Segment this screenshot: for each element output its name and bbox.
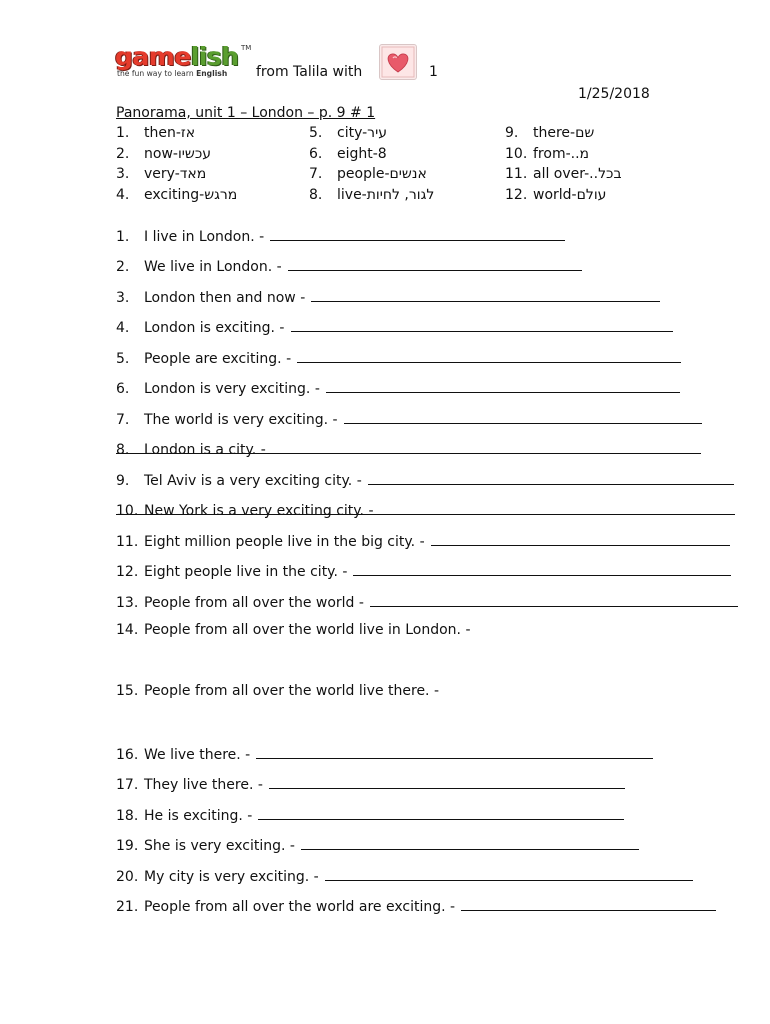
answer-line[interactable] — [368, 470, 734, 485]
sentence-number: 17. — [116, 777, 139, 793]
sentence-number: 18. — [116, 808, 139, 824]
sentence-text: She is very exciting. - — [144, 838, 295, 854]
sentence-text: London is very exciting. - — [144, 381, 320, 397]
logo-word-part2: lish — [190, 42, 239, 71]
vocab-item — [116, 125, 237, 146]
sentence-number: 12. — [116, 564, 139, 580]
sentence-number: 6. — [116, 381, 130, 397]
sentence-text: London is exciting. - — [144, 320, 285, 336]
vocab-column-2 — [309, 125, 434, 207]
logo-trademark: TM — [241, 44, 252, 52]
vocab-item — [505, 166, 622, 187]
sentence-item — [116, 805, 624, 824]
sentence-item — [116, 317, 673, 336]
vocab-number: 1. — [116, 125, 130, 141]
answer-line[interactable] — [116, 452, 701, 454]
sentence-text: I live in London. - — [144, 229, 265, 245]
sentence-text: Tel Aviv is a very exciting city. - — [144, 473, 362, 489]
sentence-text: People from all over the world are exciting. - — [144, 899, 456, 915]
sentence-item — [116, 835, 639, 854]
sentence-number: 14. — [116, 622, 139, 638]
vocab-item — [309, 125, 434, 146]
answer-line[interactable] — [301, 835, 639, 850]
sentence-text: He is exciting. - — [144, 808, 253, 824]
sentence-item — [116, 531, 730, 550]
sentence-text: Eight people live in the city. - — [144, 564, 348, 580]
answer-line[interactable] — [311, 287, 660, 302]
vocab-term: city-עיר — [337, 125, 387, 141]
sentence-item — [116, 866, 693, 885]
sentence-item — [116, 470, 734, 489]
vocab-number: 12. — [505, 186, 528, 203]
sentence-item — [116, 592, 738, 611]
sentence-number: 5. — [116, 351, 130, 367]
sentence-number: 15. — [116, 683, 139, 699]
vocab-number: 6. — [309, 145, 323, 162]
answer-line[interactable] — [461, 896, 716, 911]
sentence-text: People from all over the world live there. - — [144, 683, 440, 699]
logo-tagline — [117, 69, 227, 78]
sentence-item — [116, 683, 439, 699]
logo-word-part1: game — [115, 42, 191, 71]
sentence-text: People are exciting. - — [144, 351, 292, 367]
sentence-number: 13. — [116, 595, 139, 611]
sentence-text: People from all over the world live in London. - — [144, 622, 471, 638]
answer-line[interactable] — [344, 409, 702, 424]
sentence-item — [116, 226, 565, 245]
sentence-number: 9. — [116, 473, 130, 489]
sentence-text: We live in London. - — [144, 259, 282, 275]
vocab-term: then-אז — [144, 125, 196, 141]
vocab-term: very-מאד — [144, 166, 207, 182]
answer-line[interactable] — [116, 513, 681, 515]
answer-line[interactable] — [353, 561, 731, 576]
sentence-text: London then and now - — [144, 290, 306, 306]
logo-tagline-bold: English — [196, 69, 228, 78]
vocab-number: 9. — [505, 125, 519, 141]
vocab-term: now-עכשיו — [144, 145, 211, 162]
sentence-item — [116, 774, 625, 793]
sentence-text: Eight million people live in the big city. - — [144, 534, 425, 550]
logo-wordmark — [115, 44, 239, 70]
answer-line[interactable] — [370, 592, 738, 607]
vocab-term: live-לגור, לחיות — [337, 186, 435, 203]
answer-line[interactable] — [256, 744, 653, 759]
sentence-number: 21. — [116, 899, 139, 915]
vocab-item — [116, 146, 237, 167]
sentence-number: 3. — [116, 290, 130, 306]
from-text: from Talila with — [256, 64, 363, 80]
sentence-text: The world is very exciting. - — [144, 412, 338, 428]
answer-line[interactable] — [325, 866, 693, 881]
vocab-term: eight-8 — [337, 145, 387, 162]
sentence-text: London is a city. - — [144, 442, 266, 458]
answer-line[interactable] — [291, 317, 674, 332]
vocab-number: 11. — [505, 166, 528, 182]
sentence-item — [116, 348, 681, 367]
vocab-item — [309, 146, 434, 167]
sentence-text: New York is a very exciting city. - — [144, 503, 374, 519]
sentence-number: 8. — [116, 442, 130, 458]
sentence-number: 16. — [116, 747, 139, 763]
vocab-column-3 — [505, 125, 622, 207]
sentence-number: 4. — [116, 320, 130, 336]
vocab-item — [116, 187, 237, 208]
answer-line[interactable] — [270, 226, 565, 241]
vocab-number: 5. — [309, 125, 323, 141]
sentence-text: People from all over the world - — [144, 595, 364, 611]
heart-icon — [379, 44, 417, 80]
sentence-item — [116, 439, 597, 458]
vocab-term: exciting-מרגש — [144, 186, 238, 203]
sentence-text: My city is very exciting. - — [144, 869, 319, 885]
answer-line[interactable] — [269, 774, 625, 789]
worksheet-heading: Panorama, unit 1 – London – p. 9 # 1 — [116, 105, 376, 121]
vocab-term: there-שם — [533, 125, 595, 141]
vocab-item — [505, 146, 622, 167]
sentence-item — [116, 744, 653, 763]
answer-line[interactable] — [258, 805, 624, 820]
vocab-item — [116, 166, 237, 187]
vocab-item — [309, 187, 434, 208]
sentence-number: 20. — [116, 869, 139, 885]
sentence-item — [116, 896, 716, 915]
sentence-item — [116, 409, 702, 428]
page-number: 1 — [429, 64, 438, 80]
vocab-term: world-עולם — [533, 186, 607, 203]
vocab-number: 10. — [505, 145, 528, 162]
gamelish-logo — [115, 44, 255, 80]
worksheet-date: 1/25/2018 — [578, 86, 650, 102]
vocabulary-list — [116, 125, 676, 209]
sentence-item — [116, 287, 660, 306]
sentence-text: They live there. - — [144, 777, 263, 793]
sentence-number: 10. — [116, 503, 139, 519]
vocab-number: 4. — [116, 186, 130, 203]
sentence-number: 2. — [116, 259, 130, 275]
sentence-item — [116, 256, 582, 275]
answer-line[interactable] — [431, 531, 730, 546]
vocab-item — [505, 125, 622, 146]
vocab-item — [309, 166, 434, 187]
sentence-number: 19. — [116, 838, 139, 854]
vocab-term: all over-..בכל — [533, 166, 622, 182]
vocab-number: 8. — [309, 186, 323, 203]
logo-tagline-regular: the fun way to learn — [117, 69, 197, 78]
vocab-term: from-..מ — [533, 145, 590, 162]
vocab-column-1 — [116, 125, 237, 207]
vocab-term: people-אנשים — [337, 166, 427, 182]
sentence-item — [116, 561, 731, 580]
sentence-text: We live there. - — [144, 747, 251, 763]
answer-line[interactable] — [326, 378, 680, 393]
sentence-item — [116, 500, 735, 519]
vocab-number: 7. — [309, 166, 323, 182]
vocab-number: 3. — [116, 166, 130, 182]
vocab-number: 2. — [116, 145, 130, 162]
sentence-number: 1. — [116, 229, 130, 245]
vocab-item — [505, 187, 622, 208]
sentence-item — [116, 378, 680, 397]
answer-line[interactable] — [297, 348, 681, 363]
sentence-number: 11. — [116, 534, 139, 550]
sentence-item — [116, 622, 471, 638]
answer-line[interactable] — [288, 256, 582, 271]
sentence-number: 7. — [116, 412, 130, 428]
